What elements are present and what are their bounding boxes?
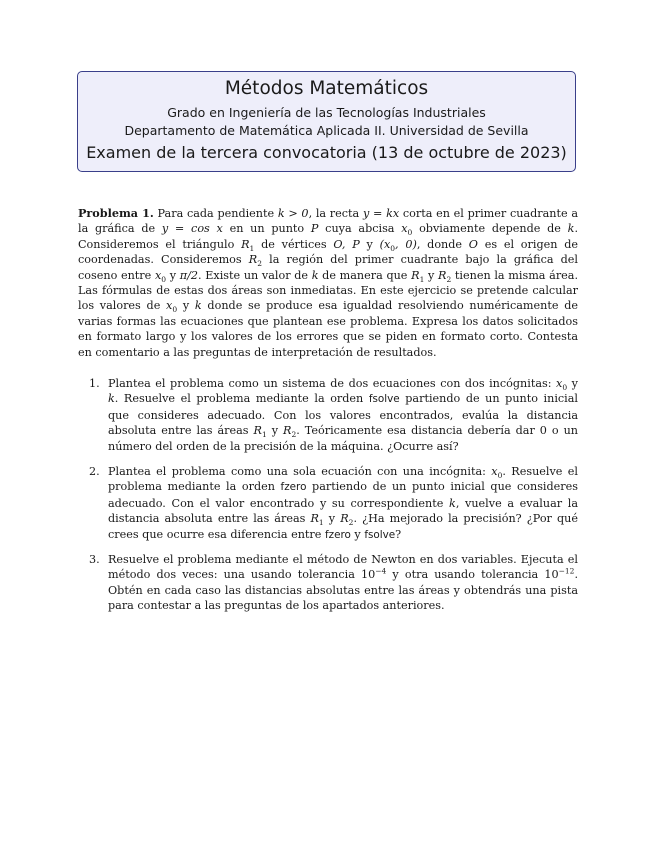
header-box <box>77 71 576 172</box>
text: de vértices <box>254 237 334 251</box>
math: 10 <box>361 568 376 582</box>
text: y <box>166 268 180 282</box>
text: . Resuelve el problema mediante la orden <box>108 465 578 494</box>
math: k <box>194 299 202 313</box>
text: donde se produce esa igualdad resolviendo numéricamente de varias formas las ecuaciones que plantean ese problema. Expresa los datos solicitados en formato largo y los valores de los errores que se piden en formato corto. Contesta en comentario a las preguntas de interpretación de resultados. <box>78 299 578 359</box>
math: x <box>491 465 498 478</box>
text: . Obtén en cada caso las distancias absolutas entre las áreas y obtendrás una pista para contestar a las preguntas de los apartados anteriores. <box>108 568 578 613</box>
text: . Resuelve el problema mediante la orden <box>114 392 369 406</box>
text: . Teóricamente esa distancia debería dar 0 o un número del orden de la precisión de la máquina. ¿Ocurre así? <box>108 424 578 453</box>
text: y <box>359 237 380 251</box>
math: x <box>166 299 173 313</box>
math: R <box>411 268 420 282</box>
text: y <box>266 424 284 438</box>
degree-name: Grado en Ingeniería de las Tecnologías Industriales <box>167 105 486 120</box>
text: Plantea el problema como un sistema de dos ecuaciones con dos incógnitas: <box>108 377 557 390</box>
command-name: fsolve <box>364 528 396 541</box>
superscript: −4 <box>375 566 387 576</box>
text: tienen la misma área. Las fórmulas de estas dos áreas son inmediatas. En este ejercicio se pretende calcular los valores de <box>78 268 579 313</box>
math: k <box>449 496 456 510</box>
math: x <box>401 222 408 236</box>
math: π/2 <box>179 268 198 282</box>
superscript: −12 <box>558 566 575 576</box>
subscript: 0 <box>390 244 396 254</box>
math: k <box>311 268 319 282</box>
command-name: fzero <box>324 528 351 541</box>
subscript: 0 <box>497 471 503 481</box>
text: es el origen de coordenadas. Consideremos <box>78 237 578 267</box>
text: y <box>177 299 195 313</box>
math: R <box>310 512 319 526</box>
text: de manera que <box>318 268 412 282</box>
math: (x <box>379 237 391 251</box>
text: cuya abcisa <box>318 222 402 236</box>
item-number: 2. <box>89 465 100 478</box>
text: y <box>350 527 365 541</box>
list-item <box>108 464 578 543</box>
text: corta en el primer cuadrante a la gráfica de <box>78 207 579 236</box>
math: k <box>108 392 115 406</box>
text: . Consideremos el triángulo <box>78 222 579 251</box>
math: , 0) <box>395 237 417 251</box>
list-item <box>108 376 578 454</box>
subscript: 1 <box>261 430 267 440</box>
math: R <box>283 424 292 438</box>
text: partiendo de un punto inicial que consideres adecuado. Con el valor encontrado y su correspondiente <box>108 480 578 510</box>
math: P <box>310 222 319 236</box>
math: R <box>438 268 447 282</box>
exam-title: Examen de la tercera convocatoria (13 de octubre de 2023) <box>86 143 567 162</box>
subscript: 0 <box>407 228 413 238</box>
text: . ¿Ha mejorado la precisión? ¿Por qué crees que ocurre esa diferencia entre <box>108 512 578 541</box>
subscript: 2 <box>348 518 354 528</box>
item-number: 1. <box>89 377 100 390</box>
math: O <box>468 237 478 251</box>
math: y = kx <box>362 207 400 220</box>
math: 10 <box>544 568 559 582</box>
math: R <box>248 253 258 267</box>
list-item <box>108 552 578 614</box>
math: y = cos x <box>161 222 223 236</box>
text: partiendo de un punto inicial que consideres adecuado. Con los valores encontrados, evalúa la distancia absoluta entre las áreas <box>108 392 578 438</box>
text: y <box>323 512 341 526</box>
subscript: 0 <box>172 305 178 315</box>
math: R <box>340 512 349 526</box>
text: la región del primer cuadrante bajo la gráfica del coseno entre <box>78 253 578 282</box>
subscript: 1 <box>249 244 255 254</box>
text: y otra usando tolerancia <box>386 568 545 582</box>
text: Resuelve el problema mediante el método de Newton en dos variables. Ejecuta el método dos veces: una usando tolerancia <box>108 553 578 582</box>
math: R <box>253 424 262 438</box>
department-name: Departamento de Matemática Aplicada II. Universidad de Sevilla <box>124 123 529 138</box>
text: y <box>424 268 439 282</box>
text: . Existe un valor de <box>198 268 312 282</box>
subscript: 0 <box>562 383 568 393</box>
math: k <box>567 222 575 236</box>
math: R <box>241 237 250 251</box>
text: , donde <box>416 237 469 251</box>
text: Para cada pendiente <box>157 207 278 220</box>
subscript: 1 <box>419 274 425 284</box>
text: Plantea el problema como una sola ecuación con una incógnita: <box>108 465 492 478</box>
subscript: 2 <box>446 274 452 284</box>
text: , vuelve a evaluar la distancia absoluta entre las áreas <box>108 496 578 526</box>
math: x <box>556 377 563 390</box>
item-number: 3. <box>89 553 100 566</box>
math: x <box>154 268 162 282</box>
text: en un punto <box>222 222 311 236</box>
subscript: 2 <box>257 259 263 269</box>
command-name: fsolve <box>368 393 400 406</box>
subscript: 0 <box>161 274 167 284</box>
problem-statement <box>78 206 578 360</box>
text: obviamente depende de <box>412 222 568 236</box>
math: O, P <box>333 237 360 251</box>
course-title: Métodos Matemáticos <box>224 78 429 99</box>
text: ? <box>395 527 402 541</box>
text: y <box>567 377 578 390</box>
subscript: 2 <box>291 430 297 440</box>
subscript: 1 <box>318 518 324 528</box>
text: , la recta <box>308 207 363 220</box>
command-name: fzero <box>280 481 307 494</box>
math: k > 0 <box>277 207 309 220</box>
problem-label: Problema 1. <box>78 206 154 220</box>
